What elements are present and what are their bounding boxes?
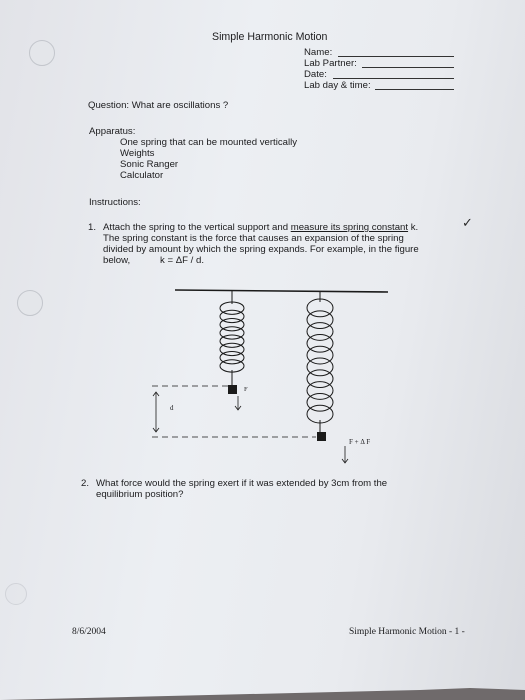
spring-coil-loop: [307, 393, 333, 411]
spring-coil-loop: [307, 323, 333, 341]
lab-day-time-field-label: Lab day & time:: [304, 80, 371, 91]
weight-2: [317, 432, 326, 441]
spring-coil-loop: [307, 311, 333, 329]
date-field-label: Date:: [304, 69, 327, 80]
force-label-f-plus-delta: F + Δ F: [349, 438, 371, 446]
spring-coil-loop: [307, 370, 333, 388]
spring-coil-loop: [307, 334, 333, 352]
spring-coil-loop: [307, 346, 333, 364]
instructions-heading: Instructions:: [89, 197, 141, 208]
step1-formula: k = ΔF / d.: [160, 255, 204, 266]
step1-line1-pre: Attach the spring to the vertical support and: [103, 222, 291, 233]
apparatus-item: Weights: [120, 148, 155, 159]
apparatus-item: Calculator: [120, 170, 164, 181]
step1-number: 1.: [88, 222, 97, 233]
spring-constant-link: measure its spring constant: [290, 222, 409, 233]
spring1-coil: [220, 302, 244, 372]
lab-partner-field-label: Lab Partner:: [304, 58, 357, 69]
support-beam: [175, 290, 388, 292]
page-title: Simple Harmonic Motion: [212, 31, 328, 43]
apparatus-item: Sonic Ranger: [120, 159, 179, 170]
handwritten-checkmark: ✓: [462, 215, 473, 230]
weight-1: [228, 385, 237, 394]
step1-line2: The spring constant is the force that causes an expansion of the spring: [103, 233, 404, 244]
spring-coil-loop: [307, 382, 333, 400]
step2-line1: What force would the spring exert if it was extended by 3cm from the: [96, 478, 388, 489]
step2-number: 2.: [81, 478, 90, 489]
spring2-coil: [307, 299, 333, 423]
spring-coil-loop: [307, 358, 333, 376]
distance-label-d: d: [170, 404, 174, 412]
step1-line1-post: k.: [408, 222, 419, 233]
force-label-f: F: [244, 386, 248, 393]
question-text: Question: What are oscillations ?: [88, 100, 229, 111]
step2-line2: equilibrium position?: [96, 489, 184, 500]
footer-date: 8/6/2004: [72, 627, 106, 637]
apparatus-item: One spring that can be mounted vertically: [120, 137, 298, 148]
footer-page-label: Simple Harmonic Motion - 1 -: [349, 627, 465, 637]
apparatus-heading: Apparatus:: [89, 126, 136, 137]
name-field-label: Name:: [304, 47, 333, 58]
step1-line3: divided by amount by which the spring expands. For example, in the figure: [103, 244, 419, 255]
step1-line4-below: below,: [103, 255, 131, 266]
